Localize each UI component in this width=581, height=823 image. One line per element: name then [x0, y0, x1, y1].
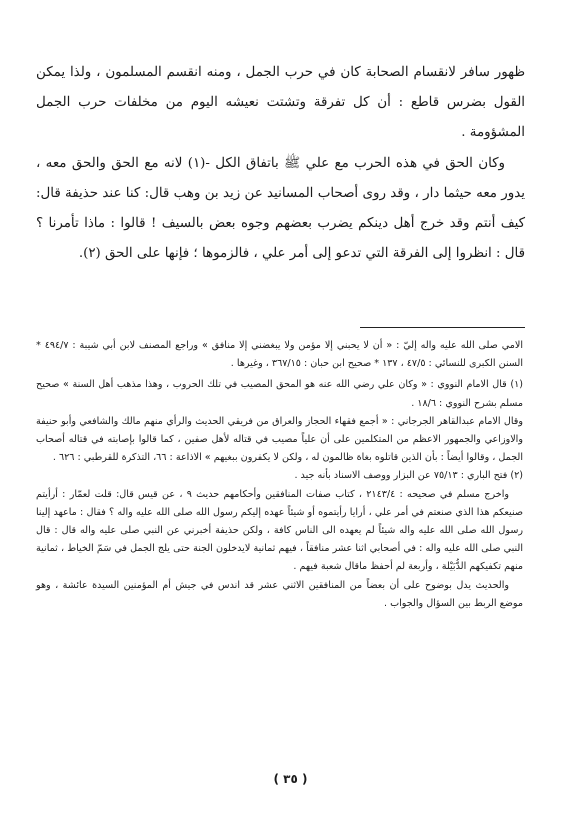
footnote-1: (١) قال الامام النووي : « وكان علي رضي الله عنه هو المحق المصيب في تلك الحروب ، وهذا مذهب أهل السنة » صحيح مسلم بشرح النووي : ١٨/٦ .: [36, 379, 523, 409]
footnote-2: (٢) فتح الباري : ٧٥/١٣ عن البزار ووصف الاسناد بأنه جيد .: [294, 470, 523, 482]
main-paragraph-2: وكان الحق في هذه الحرب مع علي ﷺ باتفاق الكل -(١) لانه مع الحق والحق معه ، يدور معه حيثما دار ، وقد روى أصحاب المسانيد عن زيد بن وهب قال: كنا عند حذيفة قال: كيف أنتم وقد خرج أهل دينكم يضرب بعضهم وجوه بعض بالسيف ! قالوا : ماذا تأمرنا ؟ قال : انظروا إلى الفرقة التي تدعو إلى أمر علي ، فالزموها ؛ فإنها على الحق (٢).: [36, 155, 525, 262]
main-paragraph-1: ظهور سافر لانقسام الصحابة كان في حرب الجمل ، ومنه انقسم المسلمون ، ولذا يمكن القول بضرس قاطع : أن كل تفرقة وتشتت نعيشه اليوم من مخلفات حرب الجمل المشؤومة .: [36, 65, 525, 141]
footnote-1-continuation: وقال الامام عبدالقاهر الجرجاني : « أجمع فقهاء الحجاز والعراق من فريقي الحديث والرأي منهم مالك والشافعي وأبو حنيفة والاوزاعي والجمهور الاعظم من المتكلمين على أن علياً مصيب في قتاله لأهل صفين ، كما قالوا بإصابته في قتاله أصحاب الجمل ، وقالوا أيضاً : بأن الذين قاتلوه بغاة ظالمون له ، ولكن لا يكفرون ببغيهم » الاذاعة : ٦٦، التذكرة للقرطبي : ٦٢٦ .: [36, 415, 523, 464]
footnote-divider: [360, 327, 525, 328]
page-number: ( ٣٥ ): [273, 772, 308, 786]
footnote-2-end: والحديث يدل بوضوح على أن بعضاً من المنافقين الاثني عشر قد اندس في جيش أم المؤمنين السيدة عائشة ، وهو موضع الربط بين السؤال والجواب .: [36, 579, 523, 609]
footnote-2-continuation: واخرج مسلم في صحيحه : ٢١٤٣/٤ ، كتاب صفات المنافقين وأحكامهم حديث ٩ ، عن قيس قال: قلت لعمّار : أرأيتم صنيعكم هذا الذي صنعتم في أمر علي ، أرايا رأيتموه أو شيئاً عهده إليكم رسول الله صلى الله عليه واله ؟ فقال : ماعهد إلينا رسول الله صلى الله عليه واله شيئاً لم يعهده الى الناس كافة ، ولكن حذيفة أخبرني عن النبي صلى عليه واله قال : قال النبي صلى الله عليه واله : في أصحابي اثنا عشر منافقاً ، فيهم ثمانية لايدخلون الجنة حتى يلج الجمل في سَمّ الخياط ، ثمانية منهم تكفيكهم الدُّبَيْلة ، وأربعة لم أحفظ ماقال شعبة فيهم .: [36, 488, 523, 573]
footnotes: [36, 337, 523, 613]
main-text: [36, 58, 525, 269]
footnote-continuation: الامي صلى الله عليه واله إليّ : « أن لا يحبني إلا مؤمن ولا يبغضني إلا منافق » وراجع المصنف لابن أبي شيبة : ٤٩٤/٧ * السنن الكبرى للنسائي : ٤٧/٥ ، ١٣٧ * صحيح ابن حبان : ٣٦٧/١٥ ، وغيرها .: [36, 340, 523, 370]
